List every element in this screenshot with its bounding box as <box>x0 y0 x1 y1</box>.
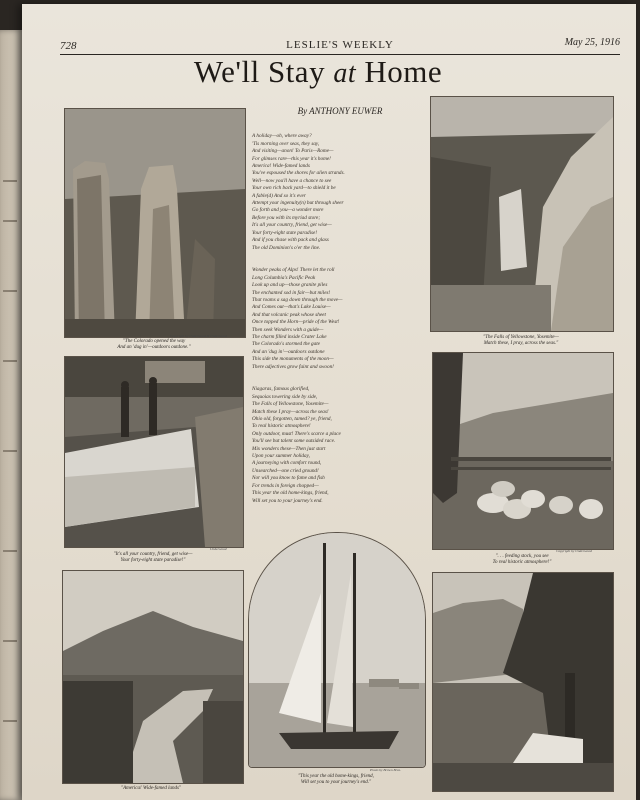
photo-sailboat <box>248 532 426 768</box>
issue-date: May 25, 1916 <box>564 37 620 48</box>
photo-camp-tent <box>432 572 614 792</box>
poem-stanza: Niagaras, famous glorified, Sequoias towering side by side, The Falls of Yellowstone, Yosemite— Match these I pray—across the seas! Ohio old, forgotten, tamed? ye, friend, To real historic atmosphere! Only outdoor, must! There's scarce a place You'll see but talent some outsided race. Mix wonders these—Then just start Upon your summer holiday, A journeying with comfort round, Unsearched—one cried ground! Nor will you know to fame and fish For trends in foreign chopped— This year the old home-kings, friend, Will set you to your journey's end. <box>252 386 341 504</box>
photo-credit: Photo by Brown Bros. <box>370 768 401 772</box>
photo-waterfall-people <box>64 356 244 548</box>
poem-stanza: A holiday—oh, where away? 'Tis morning over seas, they say, And visiting—anon! To Paris—Rome— For glimses rare—this year it's home! America! Wide-famed lands You've espoused the shores for alien strands. Well—now you'll have a chance to see Your own rich back yard—to shield it be A fable(d) And so it's ever Attempt your ingenuity(n) but through sheer Go forth and you—a wonder more Before you with its myriad store; It's all your country, friend, get wise— Your forty-eight state paradise! And if you chase with pack and glass The old Dominion's o'er the line. <box>252 133 345 251</box>
running-header <box>60 34 620 55</box>
publication-name: LESLIE'S WEEKLY <box>286 39 394 51</box>
author-byline: By ANTHONY EUWER <box>297 106 383 116</box>
photo-river-valley <box>62 570 244 784</box>
page-number: 728 <box>60 40 77 52</box>
photo-credit: Copyright by Underwood & Underwood <box>170 334 227 338</box>
photo-colorado-rocks <box>64 108 246 338</box>
photo-caption: "The Colorado opened the way And an 'dug in'—outdoors outdone." <box>117 339 191 351</box>
poem-stanza: Wonder peaks of Alps! There let the roll Long Columbia's Pacific Peak Look up and up—those granite piles The enchanted sod in fair—but miles! That roams a sag down through the move— And Comes out—that's Lake Louise— And that volcanic peak whose sheet Once topped the Horn—pride of the West! Then seek Wonders with a guide— The charm filled inside Crater Lake The Colorado's stormed the gate And an 'dug in'—outdoors outdone This side the monuments of the moon— There adjectives grow faint and swoon! <box>252 267 343 370</box>
photo-caption: "The Falls of Yellowstone, Yosemite— Match these, I pray, across the seas." <box>483 335 559 347</box>
photo-caption: "It's all your country, friend, get wise— Your forty-eight state paradise!" <box>113 552 193 564</box>
photo-yellowstone-falls <box>430 96 614 332</box>
previous-page-edge <box>0 30 22 800</box>
article-title: We'll Stay at Home <box>193 54 443 89</box>
photo-caption: "America! Wide-famed lands" <box>120 786 182 791</box>
photo-credit: Underwood <box>210 547 227 551</box>
poem-body <box>252 126 424 520</box>
photo-caption: "This year the old home-kings, friend, Will set you to your journey's end." <box>298 774 374 786</box>
photo-credit: Copyright by Underwood <box>556 549 592 553</box>
photo-caption: ". . . feeding stock, you see To real historic atmosphere!" <box>492 554 552 566</box>
photo-sheep-pasture <box>432 352 614 550</box>
